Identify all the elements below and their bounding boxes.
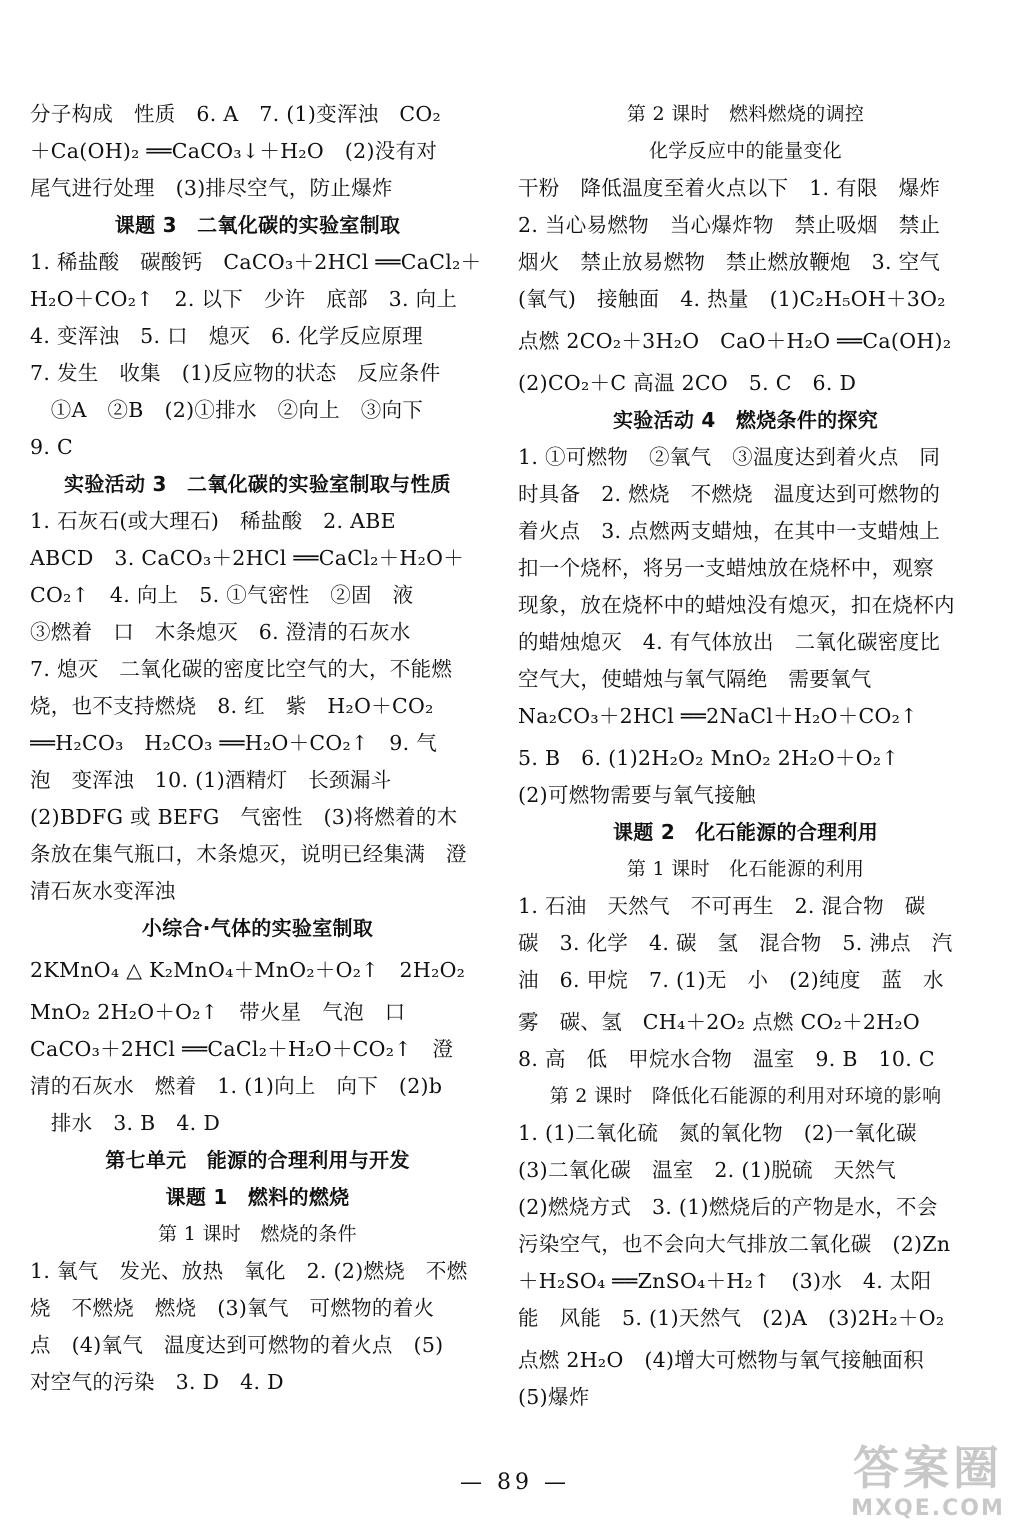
section-heading: 第七单元 能源的合理利用与开发 xyxy=(105,1148,410,1172)
answer-line: ③燃着 口 木条熄灭 6. 澄清的石灰水 xyxy=(30,620,411,644)
answer-line: 分子构成 性质 6. A 7. (1)变浑浊 CO₂ xyxy=(30,102,442,126)
answer-line: 烧，也不支持燃烧 8. 红 紫 H₂O＋CO₂ xyxy=(30,694,434,718)
answer-line: 7. 熄灭 二氧化碳的密度比空气的大，不能燃 xyxy=(30,657,453,681)
answer-line: H₂O＋CO₂↑ 2. 以下 少许 底部 3. 向上 xyxy=(30,287,458,311)
lesson-subheading: 第 1 课时 燃烧的条件 xyxy=(158,1223,357,1245)
section-heading: 实验活动 3 二氧化碳的实验室制取与性质 xyxy=(64,472,451,496)
page-number: — 89 — xyxy=(460,1470,570,1495)
answer-line: 时具备 2. 燃烧 不燃烧 温度达到可燃物的 xyxy=(518,482,941,506)
equation-line: 点燃 2CO₂＋3H₂O CaO＋H₂O ══Ca(OH)₂ xyxy=(518,329,952,353)
answer-line: 点 (4)氧气 温度达到可燃物的着火点 (5) xyxy=(30,1333,444,1357)
left-column xyxy=(30,96,485,1401)
answer-line: ══H₂CO₃ H₂CO₃ ══H₂O＋CO₂↑ 9. 气 xyxy=(30,731,438,755)
answer-line: 油 6. 甲烷 7. (1)无 小 (2)纯度 蓝 水 xyxy=(518,968,944,992)
watermark-text: 答案圈 xyxy=(853,1441,1003,1495)
answer-line: 现象，放在烧杯中的蜡烛没有熄灭，扣在烧杯内 xyxy=(518,593,955,617)
lesson-subheading: 第 2 课时 燃料燃烧的调控 xyxy=(626,103,865,125)
answer-line: 干粉 降低温度至着火点以下 1. 有限 爆炸 xyxy=(518,176,941,200)
answer-line: 条放在集气瓶口，木条熄灭，说明已经集满 澄 xyxy=(30,842,467,866)
section-heading: 实验活动 4 燃烧条件的探究 xyxy=(612,408,879,432)
answer-line: (2)BDFG 或 BEFG 气密性 (3)将燃着的木 xyxy=(30,805,458,829)
answer-line: ①A ②B (2)①排水 ②向上 ③向下 xyxy=(30,398,424,422)
answer-line: (氧气) 接触面 4. 热量 (1)C₂H₅OH＋3O₂ xyxy=(518,287,946,311)
answer-line: 清的石灰水 燃着 1. (1)向上 向下 (2)b xyxy=(30,1074,443,1098)
answer-line: 的蜡烛熄灭 4. 有气体放出 二氧化碳密度比 xyxy=(518,630,941,654)
equation-line: 5. B 6. (1)2H₂O₂ MnO₂ 2H₂O＋O₂↑ xyxy=(518,746,899,770)
section-heading: 小综合·气体的实验室制取 xyxy=(141,916,374,940)
equation-line: MnO₂ 2H₂O＋O₂↑ 带火星 气泡 口 xyxy=(30,1000,406,1024)
answer-line: CO₂↑ 4. 向上 5. ①气密性 ②固 液 xyxy=(30,583,414,607)
right-column xyxy=(518,96,973,1416)
answer-line: 1. 石油 天然气 不可再生 2. 混合物 碳 xyxy=(518,894,926,918)
answer-line: 能 风能 5. (1)天然气 (2)A (3)2H₂＋O₂ xyxy=(518,1306,945,1330)
watermark-url: MXQE.COM xyxy=(851,1496,1005,1521)
answer-line: 对空气的污染 3. D 4. D xyxy=(30,1370,284,1394)
answer-line: 尾气进行处理 (3)排尽空气，防止爆炸 xyxy=(30,176,393,200)
lesson-subheading: 化学反应中的能量变化 xyxy=(648,140,842,162)
answer-line: 2. 当心易燃物 当心爆炸物 禁止吸烟 禁止 xyxy=(518,213,941,237)
answer-line: 7. 发生 收集 (1)反应物的状态 反应条件 xyxy=(30,361,441,385)
watermark-logo xyxy=(838,1440,1018,1530)
equation-line: (2)CO₂＋C 高温 2CO 5. C 6. D xyxy=(518,371,857,395)
answer-line: 污染空气，也不会向大气排放二氧化碳 (2)Zn xyxy=(518,1232,951,1256)
answer-line: 碳 3. 化学 4. 碳 氢 混合物 5. 沸点 汽 xyxy=(518,931,953,955)
answer-line: 1. 氧气 发光、放热 氧化 2. (2)燃烧 不燃 xyxy=(30,1259,468,1283)
answer-line: 9. C xyxy=(30,435,73,459)
answer-line: (2)燃烧方式 3. (1)燃烧后的产物是水，不会 xyxy=(518,1195,938,1219)
answer-line: ＋Ca(OH)₂ ══CaCO₃↓＋H₂O (2)没有对 xyxy=(30,139,438,163)
section-heading: 课题 2 化石能源的合理利用 xyxy=(612,820,879,844)
answer-line: (5)爆炸 xyxy=(518,1385,590,1409)
equation-line: 雾 碳、氢 CH₄＋2O₂ 点燃 CO₂＋2H₂O xyxy=(518,1010,921,1034)
answer-line: 着火点 3. 点燃两支蜡烛，在其中一支蜡烛上 xyxy=(518,519,941,543)
answer-line: (3)二氧化碳 温室 2. (1)脱硫 天然气 xyxy=(518,1158,897,1182)
answer-line: 1. ①可燃物 ②氧气 ③温度达到着火点 同 xyxy=(518,445,941,469)
answer-line: 1. 石灰石(或大理石) 稀盐酸 2. ABE xyxy=(30,509,396,533)
answer-line: ABCD 3. CaCO₃＋2HCl ══CaCl₂＋H₂O＋ xyxy=(30,546,464,570)
answer-line: 4. 变浑浊 5. 口 熄灭 6. 化学反应原理 xyxy=(30,324,423,348)
answer-line: 扣一个烧杯，将另一支蜡烛放在烧杯中，观察 xyxy=(518,556,934,580)
lesson-subheading: 第 1 课时 化石能源的利用 xyxy=(626,858,865,880)
answer-line: 8. 高 低 甲烷水合物 温室 9. B 10. C xyxy=(518,1047,935,1071)
section-heading: 课题 1 燃料的燃烧 xyxy=(165,1185,350,1209)
equation-line: 2KMnO₄ △ K₂MnO₄＋MnO₂＋O₂↑ 2H₂O₂ xyxy=(30,958,466,982)
answer-line: 清石灰水变浑浊 xyxy=(30,879,176,903)
answer-line: 烟火 禁止放易燃物 禁止燃放鞭炮 3. 空气 xyxy=(518,250,941,274)
answer-line: 排水 3. B 4. D xyxy=(30,1111,221,1135)
answer-line: 空气大，使蜡烛与氧气隔绝 需要氧气 xyxy=(518,667,872,691)
answer-line: 1. 稀盐酸 碳酸钙 CaCO₃＋2HCl ══CaCl₂＋ xyxy=(30,250,482,274)
lesson-subheading: 第 2 课时 降低化石能源的利用对环境的影响 xyxy=(549,1085,942,1107)
answer-line: Na₂CO₃＋2HCl ══2NaCl＋H₂O＋CO₂↑ xyxy=(518,704,918,728)
answer-line: 烧 不燃烧 燃烧 (3)氧气 可燃物的着火 xyxy=(30,1296,435,1320)
answer-line: 1. (1)二氧化硫 氮的氧化物 (2)一氧化碳 xyxy=(518,1121,917,1145)
answer-line: CaCO₃＋2HCl ══CaCl₂＋H₂O＋CO₂↑ 澄 xyxy=(30,1037,454,1061)
answer-line: (2)可燃物需要与氧气接触 xyxy=(518,783,756,807)
equation-line: 点燃 2H₂O (4)增大可燃物与氧气接触面积 xyxy=(518,1348,924,1372)
answer-line: ＋H₂SO₄ ══ZnSO₄＋H₂↑ (3)水 4. 太阳 xyxy=(518,1269,932,1293)
answer-line: 泡 变浑浊 10. (1)酒精灯 长颈漏斗 xyxy=(30,768,392,792)
section-heading: 课题 3 二氧化碳的实验室制取 xyxy=(114,213,401,237)
